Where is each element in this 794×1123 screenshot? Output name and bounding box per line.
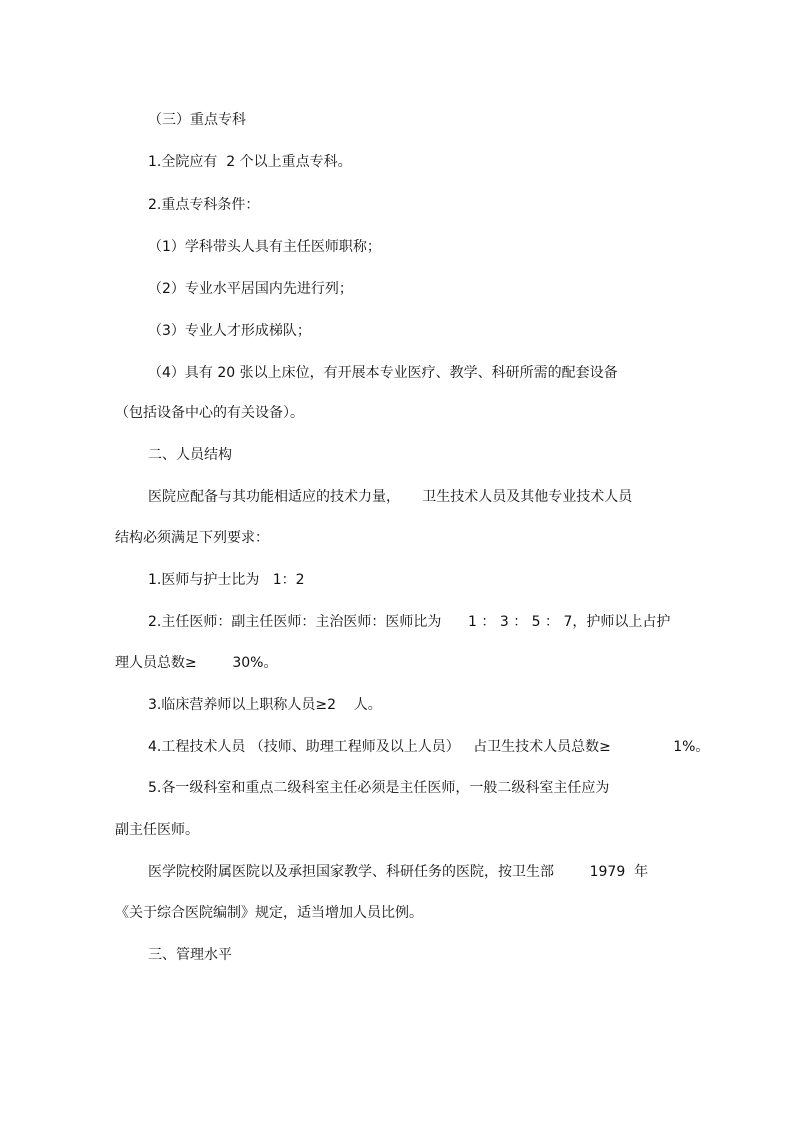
list-item: 5.各一级科室和重点二级科室主任必须是主任医师，一般二级科室主任应为: [148, 780, 610, 796]
paragraph-line: 副主任医师。: [115, 822, 199, 838]
list-item: 2.主任医师：副主任医师：主治医师：医师比为 1 ： 3 ： 5 ： 7，护师以上占护: [148, 614, 671, 630]
paragraph-line: 医院应配备与其功能相适应的技术力量， 卫生技术人员及其他专业技术人员: [148, 489, 633, 505]
paragraph-line: 2.重点专科条件：: [148, 197, 260, 213]
paragraph-line: 《关于综合医院编制》规定，适当增加人员比例。: [115, 905, 423, 921]
section-heading-key-specialties: （三）重点专科: [148, 112, 246, 128]
paragraph-line: 1.全院应有 2 个以上重点专科。: [148, 154, 352, 170]
section-heading-management-level: 三、管理水平: [148, 947, 232, 963]
paragraph-line: 理人员总数≥ 30%。: [115, 655, 278, 671]
list-item: （4）具有 20 张以上床位，有开展本专业医疗、教学、科研所需的配套设备: [148, 365, 618, 381]
list-item: 4.工程技术人员 （技师、助理工程师及以上人员） 占卫生技术人员总数≥ 1%。: [148, 739, 710, 755]
list-item: （3）专业人才形成梯队；: [148, 323, 311, 339]
paragraph-line: （包括设备中心的有关设备）。: [115, 405, 304, 421]
section-heading-staff-structure: 二、人员结构: [148, 447, 232, 463]
list-item: （2）专业水平居国内先进行列；: [148, 281, 353, 297]
list-item: 1.医师与护士比为 1：2: [148, 572, 305, 588]
paragraph-line: 结构必须满足下列要求：: [115, 530, 269, 546]
paragraph-line: 医学院校附属医院以及承担国家教学、科研任务的医院，按卫生部 1979 年: [148, 864, 649, 880]
list-item: 3.临床营养师以上职称人员≥2 人。: [148, 697, 382, 713]
list-item: （1）学科带头人具有主任医师职称；: [148, 239, 381, 255]
